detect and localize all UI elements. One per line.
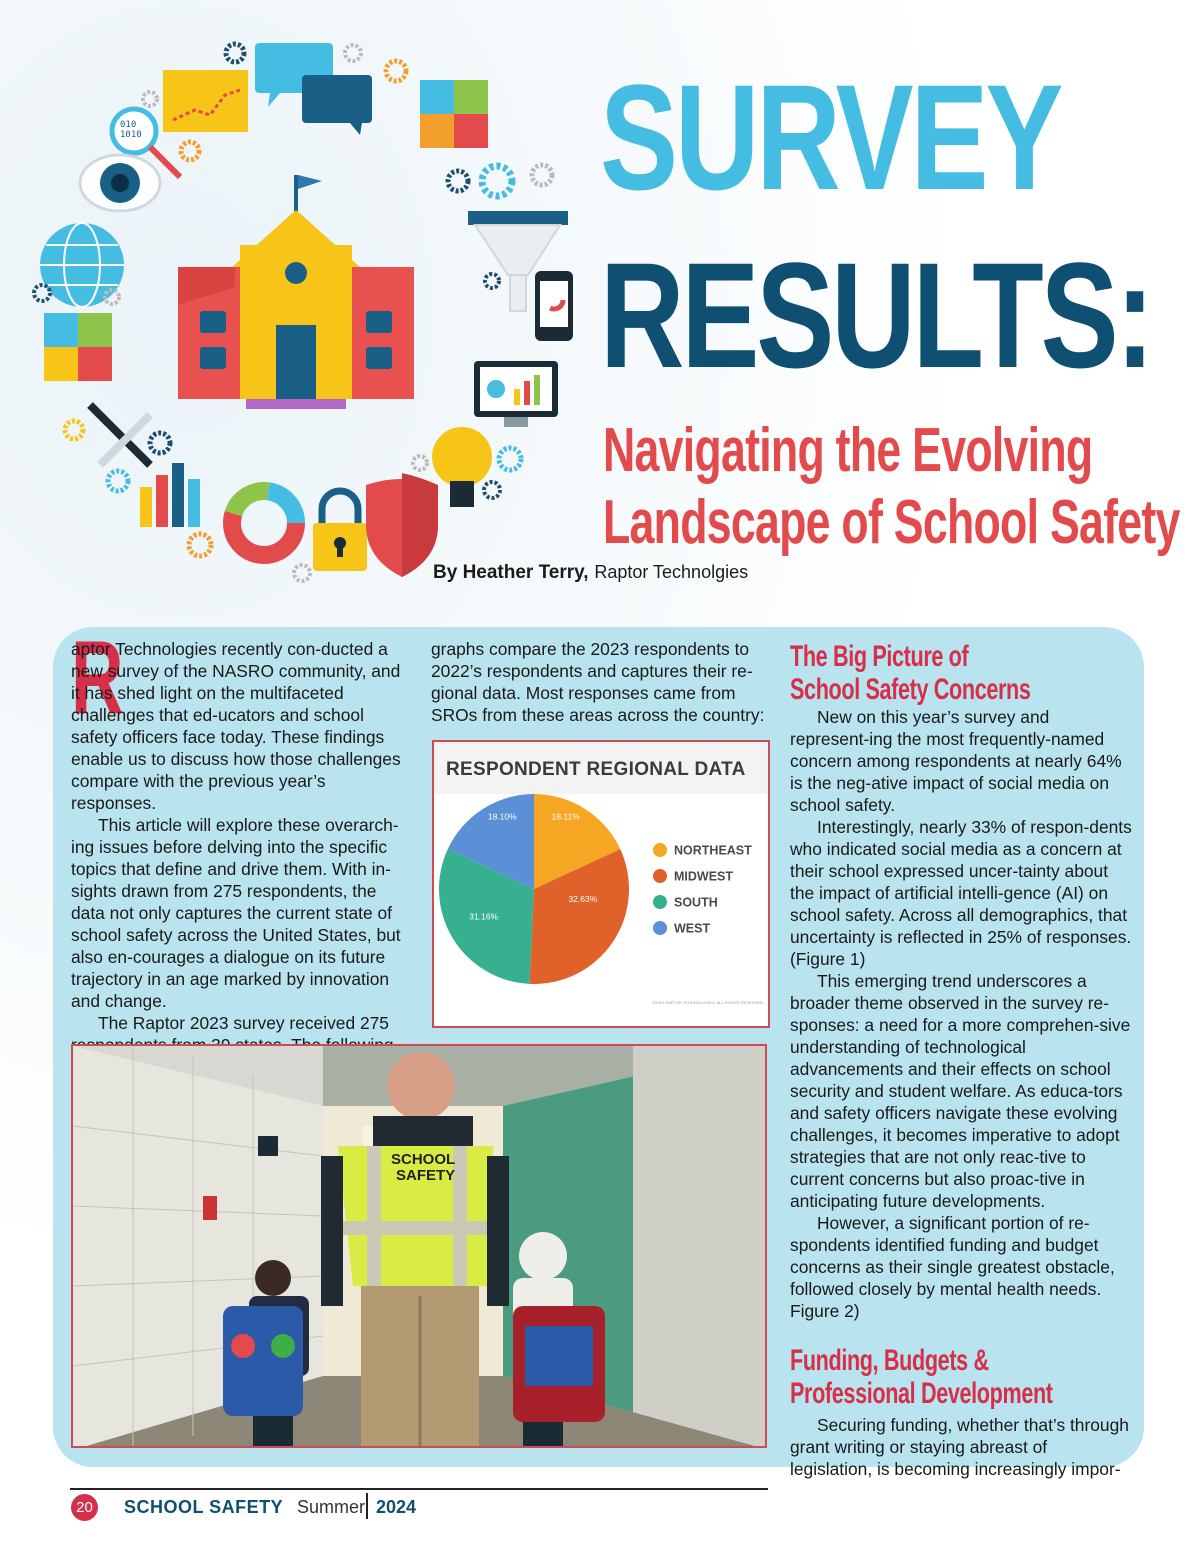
drop-cap: R <box>71 620 124 736</box>
magazine-name: SCHOOL SAFETY <box>124 1497 284 1517</box>
legend-label-south: SOUTH <box>674 895 718 910</box>
pie-label-midwest: 32.63% <box>568 893 598 904</box>
legend-swatch-west <box>653 921 667 935</box>
legend-label-midwest: MIDWEST <box>674 869 734 884</box>
heading-big-picture-line-2: School Safety Concerns <box>790 673 1031 706</box>
svg-text:010: 010 <box>120 120 137 130</box>
chart-title: RESPONDENT REGIONAL DATA <box>434 742 768 794</box>
pie-label-northeast: 18.11% <box>551 811 580 822</box>
regional-data-chart <box>432 740 770 1028</box>
issue-year: 2024 <box>376 1497 417 1517</box>
subtitle-line-2: Landscape of School Safety <box>603 488 1180 557</box>
paragraph-intro: aptor Technologies recently con-ducted a new survey of the NASRO community, and it has shed light on the multifaceted challenges that ed-ucators and school safety officers face today. These findings enable us to discuss how those challenges compare with the previous year’s responses. <box>71 639 401 813</box>
legend-label-west: WEST <box>674 921 711 936</box>
footer-rule <box>70 1488 768 1490</box>
issue-season: Summer <box>297 1497 366 1517</box>
paragraph-ai-uncertainty: Interestingly, nearly 33% of respon-dents who indicated social media as a concern at their school expressed uncer-tainty about the impact of artificial intelli-gence (AI) on school safety. Across all demographics, that uncertainty is reflected in 25% of responses. (Figure 1) <box>790 817 1132 969</box>
heading-big-picture-line-1: The Big Picture of <box>790 640 969 673</box>
paragraph-survey-count: The Raptor 2023 survey received 275 <box>98 1013 389 1033</box>
pie-chart <box>434 794 768 1026</box>
paragraph-regional-intro: graphs compare the 2023 respondents to 2022’s respondents and captures their re-gional data. Most responses came from SROs from these areas across the country: <box>431 639 765 725</box>
byline-author: By Heather Terry, <box>433 562 589 583</box>
svg-text:1010: 1010 <box>120 130 142 140</box>
vest-text-school: SCHOOL <box>391 1151 456 1168</box>
heading-funding <box>790 1344 1132 1414</box>
heading-funding-line-1: Funding, Budgets & <box>790 1344 989 1377</box>
paragraph-emerging-trend: This emerging trend underscores a broader theme observed in the survey re-sponses: a need for a more comprehen-sive understanding of technological advancements and their effects on school security and student welfare. As educa-tors and safety officers navigate these evolving challenges, it becomes imperative to adopt strategies that are not only reac-tive to current concerns but also proac-tive in anticipating future developments. <box>790 971 1131 1211</box>
vest-text-safety: SAFETY <box>396 1167 456 1184</box>
title-line-survey: SURVEY <box>600 53 1061 221</box>
pie-label-south: 31.16% <box>469 911 499 922</box>
footer-separator <box>366 1493 368 1519</box>
pie-label-west: 18.10% <box>487 811 517 822</box>
heading-big-picture <box>790 640 1132 706</box>
paragraph-social-media: New on this year’s survey and represent-ing the most frequently-named concern among respondents at nearly 64% is the neg-ative impact of social media on school safety. <box>790 707 1122 815</box>
article-column-2 <box>431 638 771 726</box>
legend-swatch-midwest <box>653 869 667 883</box>
legend-swatch-northeast <box>653 843 667 857</box>
paragraph-overview: This article will explore these overarch-ing issues before delving into the specific topics that define and drive them. With in-sights drawn from 275 respondents, the data not only captures the current state of school safety across the United States, but also en-courages a dialogue on its future trajectory in an age marked by innovation and change. <box>71 815 401 1011</box>
hallway-photo <box>71 1044 767 1448</box>
school-infographic-illustration <box>30 35 580 590</box>
legend-swatch-south <box>653 895 667 909</box>
heading-funding-line-2: Professional Development <box>790 1377 1053 1410</box>
paragraph-funding-concerns: However, a significant portion of re-spondents identified funding and budget concerns as their single greatest obstacle, followed closely by mental health needs. Figure 2) <box>790 1213 1115 1321</box>
paragraph-securing-funding: Securing funding, whether that’s through grant writing or staying abreast of legislation, is becoming increasingly impor- <box>790 1415 1129 1479</box>
byline-org: Raptor Technolgies <box>594 562 749 582</box>
chart-footnote: ©2023 RAPTOR TECHNOLOGIES. ALL RIGHTS RESERVED. <box>652 1000 764 1005</box>
title-line-results: RESULTS: <box>600 231 1152 399</box>
article-column-3 <box>790 640 1132 1480</box>
article-column-1 <box>71 638 409 1056</box>
legend-label-northeast: NORTHEAST <box>674 843 752 858</box>
byline <box>433 562 748 584</box>
page-number: 20 <box>71 1494 98 1521</box>
subtitle-line-1: Navigating the Evolving <box>603 416 1093 485</box>
hallway-photo-illustration <box>73 1046 767 1448</box>
